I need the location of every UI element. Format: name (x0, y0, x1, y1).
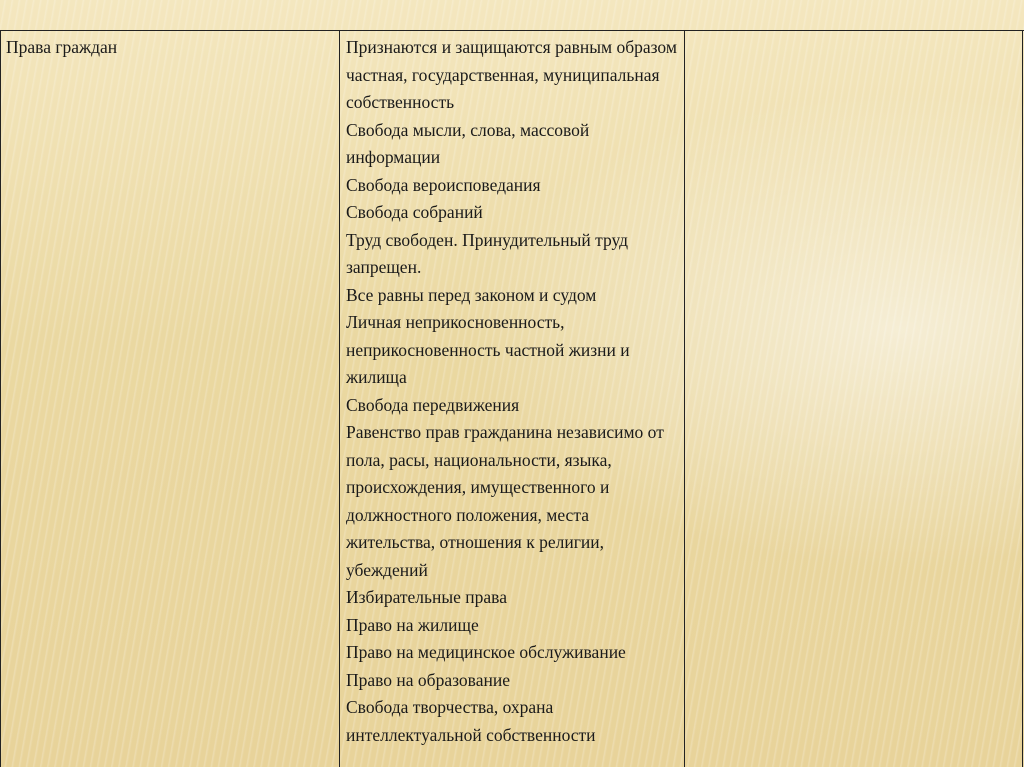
list-item: Свобода вероисповедания (346, 174, 541, 195)
list-item: Свобода собраний (346, 202, 483, 222)
list-item: Равенство прав гражданина независимо от пола, расы, национальности, языка, происхождения, имущественного и должностного положения, места жительства, отношения к религии, убеждений (346, 422, 664, 580)
list-item: Свобода мысли, слова, массовой информации (346, 119, 590, 167)
list-item: Признаются и защищаются равным образом частная, государственная, муниципальная собственность (346, 37, 677, 112)
list-item: Свобода передвижения (346, 394, 520, 415)
table-right-border (1022, 30, 1023, 767)
empty-third-column-cell (686, 32, 1020, 767)
list-item: Труд свободен. Принудительный труд запрещен. (346, 229, 629, 277)
list-item: Право на медицинское обслуживание (346, 642, 626, 662)
list-item: Право на образование (346, 669, 510, 690)
column-divider-1 (339, 30, 340, 767)
table-left-border (0, 30, 1, 767)
column-divider-2 (684, 30, 685, 767)
table-top-border (0, 30, 1024, 31)
list-item: Личная неприкосновенность, неприкосновенность частной жизни и жилища (346, 312, 630, 387)
list-item: Право на жилище (346, 614, 479, 635)
rights-list-cell (346, 34, 680, 749)
row-label-cell: Права граждан (6, 37, 118, 57)
list-item: Избирательные права (346, 587, 507, 607)
list-item: Все равны перед законом и судом (346, 284, 597, 305)
list-item: Свобода творчества, охрана интеллектуальной собственности (346, 697, 596, 745)
